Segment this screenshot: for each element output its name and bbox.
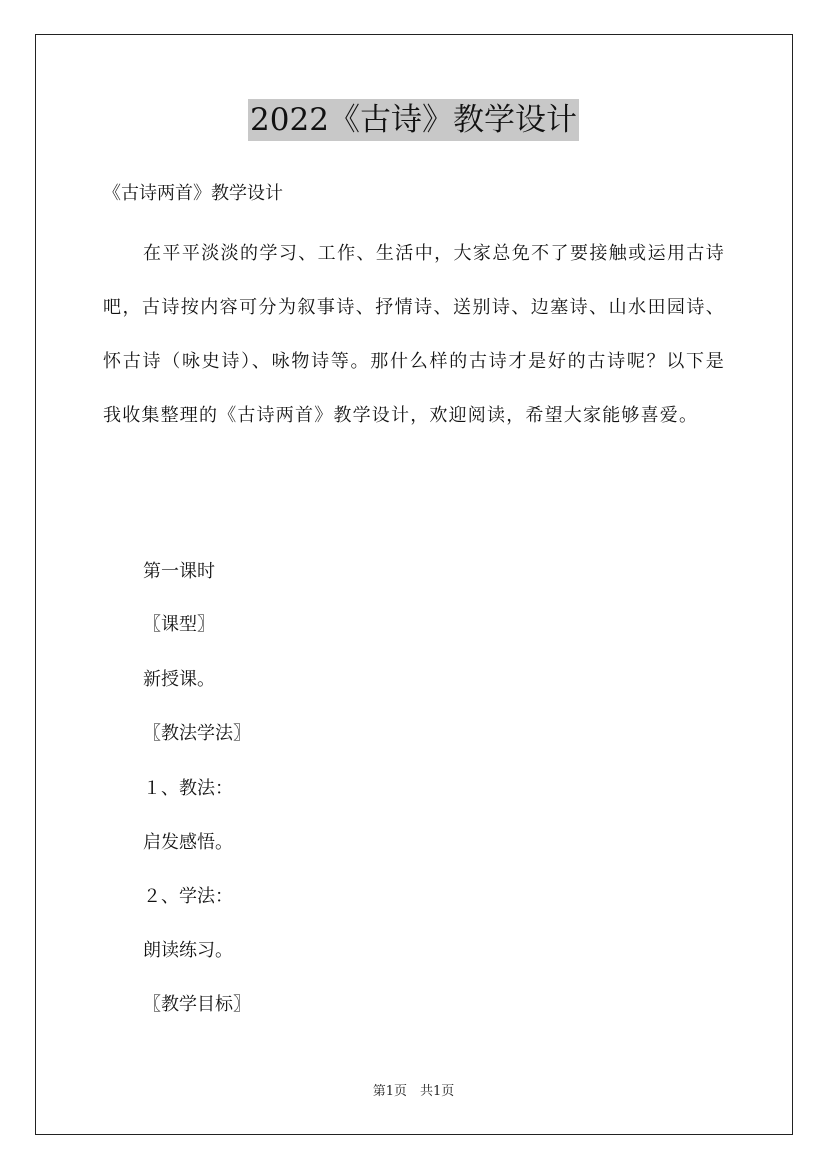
learning-method-value: 朗读练习。	[143, 940, 233, 961]
section-methods: 〖教法学法〗	[143, 723, 251, 744]
title-container	[0, 99, 827, 141]
lesson-type-value: 新授课。	[143, 669, 215, 690]
document-subtitle: 《古诗两首》教学设计	[103, 183, 283, 204]
section-lesson-type: 〖课型〗	[143, 614, 215, 635]
learning-method-label: ２、学法：	[143, 886, 233, 907]
page-footer: 第1页 共1页	[372, 1084, 455, 1099]
lesson-heading: 第一课时	[143, 561, 215, 582]
section-objectives: 〖教学目标〗	[143, 994, 251, 1015]
document-title: 2022《古诗》教学设计	[248, 99, 579, 141]
intro-paragraph: 在平平淡淡的学习、工作、生活中，大家总免不了要接触或运用古诗吧，古诗按内容可分为叙事诗、抒情诗、送别诗、边塞诗、山水田园诗、怀古诗（咏史诗）、咏物诗等。那什么样的古诗才是好的古诗呢？以下是我收集整理的《古诗两首》教学设计，欢迎阅读，希望大家能够喜爱。	[103, 243, 725, 426]
teaching-method-label: １、教法：	[143, 778, 233, 799]
teaching-method-value: 启发感悟。	[143, 832, 233, 853]
